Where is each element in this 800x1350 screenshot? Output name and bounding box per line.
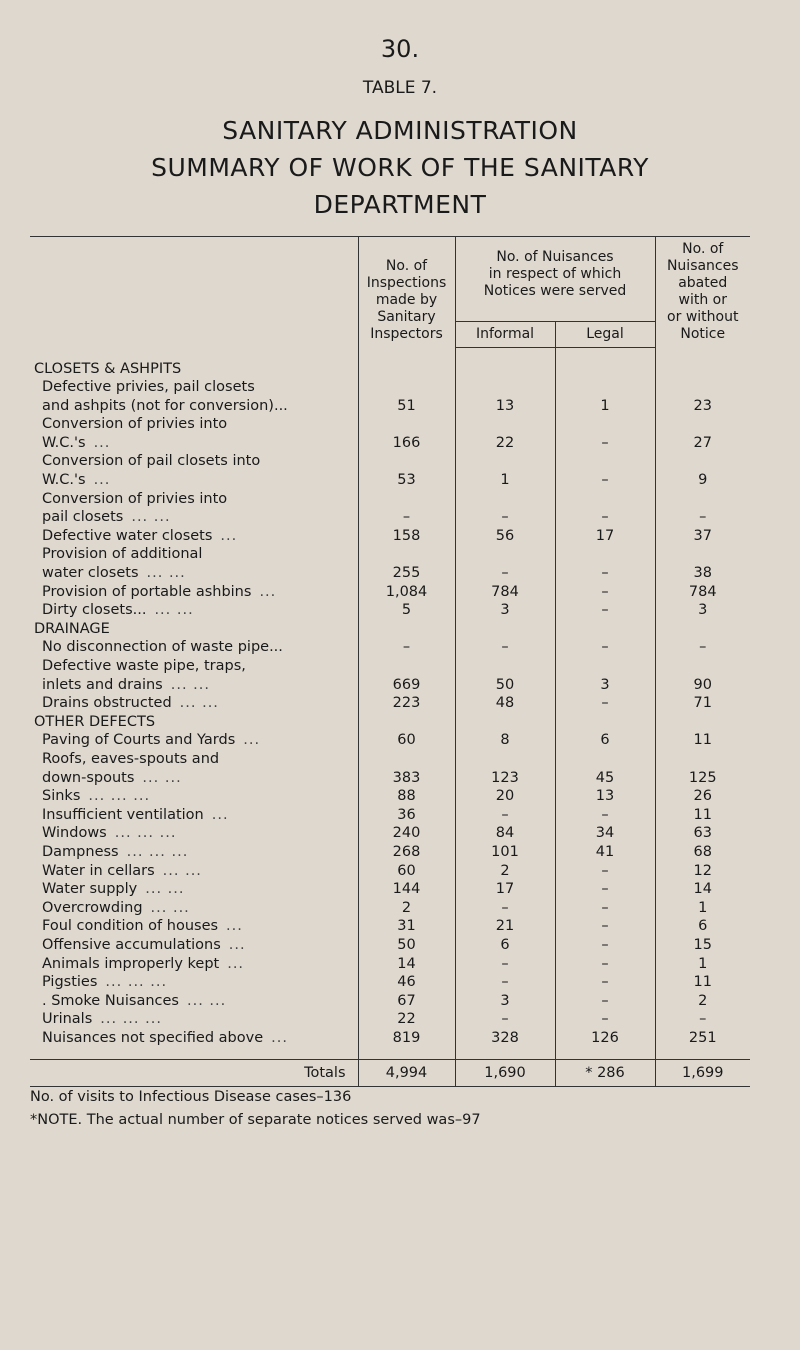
table-row <box>30 973 750 992</box>
cell-abated <box>655 415 750 434</box>
cell-informal: – <box>455 638 555 657</box>
table-row <box>30 638 750 657</box>
cell-legal: – <box>555 471 655 490</box>
table-row <box>30 899 750 918</box>
table-row <box>30 992 750 1011</box>
table-row <box>30 917 750 936</box>
footer-note: *NOTE. The actual number of separate notices served was–97 <box>30 1112 481 1128</box>
cell-abated <box>655 713 750 732</box>
cell-abated <box>655 750 750 769</box>
cell-inspections: 166 <box>358 434 455 453</box>
table-row <box>30 527 750 546</box>
header-row <box>30 237 750 322</box>
cell-inspections <box>358 452 455 471</box>
row-label: Provision of additional <box>42 546 203 563</box>
row-label: pail closets ... ... <box>42 509 171 526</box>
cell-legal: 41 <box>555 843 655 862</box>
cell-inspections: 2 <box>358 899 455 918</box>
cell-informal <box>455 657 555 676</box>
cell-inspections: 240 <box>358 824 455 843</box>
table-row <box>30 676 750 695</box>
cell-abated <box>655 360 750 379</box>
cell-abated: 38 <box>655 564 750 583</box>
cell-informal: 22 <box>455 434 555 453</box>
cell-legal: – <box>555 806 655 825</box>
cell-inspections: 669 <box>358 676 455 695</box>
cell-abated: 27 <box>655 434 750 453</box>
section-heading: OTHER DEFECTS <box>34 713 156 730</box>
cell-informal <box>455 750 555 769</box>
cell-abated: 15 <box>655 936 750 955</box>
section-heading: CLOSETS & ASHPITS <box>34 360 182 377</box>
header-inspections: No. of Inspections made by Sanitary Inspectors <box>358 237 455 347</box>
row-label: Conversion of privies into <box>42 490 228 507</box>
cell-informal: 48 <box>455 694 555 713</box>
cell-informal: 13 <box>455 397 555 416</box>
row-label: Overcrowding ... ... <box>42 899 190 916</box>
cell-legal: – <box>555 955 655 974</box>
cell-informal: – <box>455 973 555 992</box>
table-label: TABLE 7. <box>362 78 438 98</box>
totals-row <box>30 1060 750 1087</box>
table-row <box>30 843 750 862</box>
table-row <box>30 694 750 713</box>
cell-informal: – <box>455 899 555 918</box>
row-label: down-spouts ... ... <box>42 769 182 786</box>
totals-label: Totals <box>30 1060 358 1087</box>
cell-legal: – <box>555 601 655 620</box>
cell-inspections: 36 <box>358 806 455 825</box>
cell-abated: – <box>655 1010 750 1029</box>
cell-informal: 2 <box>455 862 555 881</box>
row-label: Sinks ... ... ... <box>42 788 151 805</box>
row-label: Provision of portable ashbins ... <box>42 583 277 600</box>
cell-inspections: 223 <box>358 694 455 713</box>
cell-informal: 20 <box>455 787 555 806</box>
cell-informal: – <box>455 806 555 825</box>
cell-legal <box>555 713 655 732</box>
cell-legal: – <box>555 694 655 713</box>
cell-inspections <box>358 545 455 564</box>
cell-inspections: 51 <box>358 397 455 416</box>
table-row <box>30 806 750 825</box>
cell-inspections: 255 <box>358 564 455 583</box>
label-row <box>30 415 750 434</box>
row-label: Paving of Courts and Yards ... <box>42 732 261 749</box>
cell-informal: 8 <box>455 731 555 750</box>
cell-legal <box>555 657 655 676</box>
row-label: and ashpits (not for conversion)... <box>42 397 288 414</box>
row-label: Water in cellars ... ... <box>42 862 202 879</box>
cell-inspections: 268 <box>358 843 455 862</box>
cell-inspections: – <box>358 508 455 527</box>
row-label: Dampness ... ... ... <box>42 843 189 860</box>
cell-abated: 71 <box>655 694 750 713</box>
cell-informal: 6 <box>455 936 555 955</box>
cell-abated <box>655 545 750 564</box>
table-body <box>30 347 750 1060</box>
cell-abated: 63 <box>655 824 750 843</box>
cell-abated: 11 <box>655 806 750 825</box>
cell-abated <box>655 378 750 397</box>
label-row <box>30 545 750 564</box>
cell-informal: 328 <box>455 1029 555 1048</box>
label-row <box>30 452 750 471</box>
header-abated: No. of Nuisances abated with or or without Notice <box>655 237 750 347</box>
row-label: inlets and drains ... ... <box>42 676 210 693</box>
header-blank <box>30 237 358 347</box>
table-row <box>30 880 750 899</box>
cell-inspections: 383 <box>358 769 455 788</box>
cell-inspections <box>358 620 455 639</box>
cell-inspections: 50 <box>358 936 455 955</box>
row-label: Conversion of privies into <box>42 416 228 433</box>
title-line-1: SANITARY ADMINISTRATION <box>222 116 578 145</box>
totals-informal: 1,690 <box>455 1060 555 1087</box>
row-label: Water supply ... ... <box>42 881 185 898</box>
cell-abated: 14 <box>655 880 750 899</box>
cell-informal <box>455 360 555 379</box>
cell-inspections: 819 <box>358 1029 455 1048</box>
cell-inspections <box>358 378 455 397</box>
row-label: W.C.'s ... <box>42 434 111 451</box>
cell-legal <box>555 452 655 471</box>
cell-legal <box>555 360 655 379</box>
cell-inspections <box>358 490 455 509</box>
table-row <box>30 471 750 490</box>
row-label: Dirty closets... ... ... <box>42 602 194 619</box>
cell-legal: – <box>555 508 655 527</box>
cell-legal <box>555 620 655 639</box>
label-row <box>30 657 750 676</box>
cell-legal: – <box>555 583 655 602</box>
cell-legal: 34 <box>555 824 655 843</box>
cell-informal: 17 <box>455 880 555 899</box>
cell-inspections: 5 <box>358 601 455 620</box>
cell-abated: 6 <box>655 917 750 936</box>
cell-inspections: – <box>358 638 455 657</box>
row-label: Insufficient ventilation ... <box>42 806 229 823</box>
cell-abated: 68 <box>655 843 750 862</box>
row-label: Defective water closets ... <box>42 527 238 544</box>
row-label: W.C.'s ... <box>42 472 111 489</box>
row-label: Urinals ... ... ... <box>42 1011 162 1028</box>
cell-abated: 37 <box>655 527 750 546</box>
cell-informal: – <box>455 1010 555 1029</box>
label-row <box>30 378 750 397</box>
cell-legal: – <box>555 434 655 453</box>
cell-inspections: 53 <box>358 471 455 490</box>
cell-legal: – <box>555 862 655 881</box>
cell-legal: – <box>555 880 655 899</box>
cell-informal: 56 <box>455 527 555 546</box>
cell-legal: 13 <box>555 787 655 806</box>
header-informal: Informal <box>455 322 555 347</box>
cell-informal: 1 <box>455 471 555 490</box>
table-row <box>30 508 750 527</box>
cell-legal: – <box>555 973 655 992</box>
label-row <box>30 490 750 509</box>
table-row <box>30 769 750 788</box>
cell-abated <box>655 452 750 471</box>
cell-legal: – <box>555 917 655 936</box>
cell-legal <box>555 750 655 769</box>
title-line-2: SUMMARY OF WORK OF THE SANITARY <box>151 153 649 182</box>
row-label: water closets ... ... <box>42 565 186 582</box>
row-label: Conversion of pail closets into <box>42 453 261 470</box>
cell-legal <box>555 415 655 434</box>
table-row <box>30 601 750 620</box>
cell-abated: 3 <box>655 601 750 620</box>
cell-informal <box>455 545 555 564</box>
cell-abated: 1 <box>655 899 750 918</box>
row-label: Offensive accumulations ... <box>42 936 246 953</box>
cell-abated <box>655 490 750 509</box>
row-label: No disconnection of waste pipe... <box>42 639 283 656</box>
cell-abated: 9 <box>655 471 750 490</box>
row-label: Drains obstructed ... ... <box>42 695 219 712</box>
cell-informal: – <box>455 955 555 974</box>
section-heading-row <box>30 620 750 639</box>
table-row <box>30 397 750 416</box>
cell-informal: 784 <box>455 583 555 602</box>
cell-legal: 45 <box>555 769 655 788</box>
row-label: Foul condition of houses ... <box>42 918 243 935</box>
row-label: Nuisances not specified above ... <box>42 1029 288 1046</box>
table-row <box>30 862 750 881</box>
cell-inspections: 158 <box>358 527 455 546</box>
cell-legal: 17 <box>555 527 655 546</box>
footer-visits: No. of visits to Infectious Disease cases–136 <box>30 1089 352 1105</box>
cell-inspections: 60 <box>358 862 455 881</box>
row-label: Animals improperly kept ... <box>42 955 245 972</box>
cell-inspections: 60 <box>358 731 455 750</box>
section-heading: DRAINAGE <box>34 620 110 637</box>
cell-abated: 11 <box>655 731 750 750</box>
cell-informal: – <box>455 564 555 583</box>
cell-legal: – <box>555 936 655 955</box>
row-label: Defective waste pipe, traps, <box>42 658 246 674</box>
cell-inspections: 14 <box>358 955 455 974</box>
cell-inspections: 1,084 <box>358 583 455 602</box>
cell-informal: 84 <box>455 824 555 843</box>
section-heading-row <box>30 360 750 379</box>
cell-informal: 3 <box>455 601 555 620</box>
table-row <box>30 731 750 750</box>
cell-informal <box>455 620 555 639</box>
cell-abated: 12 <box>655 862 750 881</box>
header-nuisances-notices: No. of Nuisances in respect of which Notices were served <box>455 237 655 322</box>
cell-inspections: 144 <box>358 880 455 899</box>
table-row <box>30 583 750 602</box>
cell-abated: 125 <box>655 769 750 788</box>
cell-abated: 11 <box>655 973 750 992</box>
cell-inspections <box>358 360 455 379</box>
cell-abated: 251 <box>655 1029 750 1048</box>
totals-inspections: 4,994 <box>358 1060 455 1087</box>
title-line-3: DEPARTMENT <box>313 190 487 219</box>
cell-informal: 3 <box>455 992 555 1011</box>
cell-abated: – <box>655 638 750 657</box>
table-row <box>30 1010 750 1029</box>
cell-inspections <box>358 750 455 769</box>
cell-abated: 26 <box>655 787 750 806</box>
cell-inspections: 88 <box>358 787 455 806</box>
row-label: Roofs, eaves-spouts and <box>42 750 220 767</box>
cell-abated <box>655 620 750 639</box>
label-row <box>30 750 750 769</box>
cell-legal <box>555 490 655 509</box>
cell-inspections <box>358 415 455 434</box>
cell-informal <box>455 378 555 397</box>
cell-inspections <box>358 657 455 676</box>
cell-abated: 2 <box>655 992 750 1011</box>
cell-abated: 1 <box>655 955 750 974</box>
cell-legal: 6 <box>555 731 655 750</box>
table-row <box>30 1029 750 1048</box>
cell-informal: 50 <box>455 676 555 695</box>
cell-legal: 3 <box>555 676 655 695</box>
cell-abated: 23 <box>655 397 750 416</box>
cell-legal: – <box>555 992 655 1011</box>
section-heading-row <box>30 713 750 732</box>
cell-informal <box>455 415 555 434</box>
cell-inspections: 67 <box>358 992 455 1011</box>
row-label: Pigsties ... ... ... <box>42 974 168 991</box>
page-number: 30. <box>380 35 420 63</box>
table-row <box>30 824 750 843</box>
totals-legal: * 286 <box>555 1060 655 1087</box>
table-row <box>30 787 750 806</box>
row-label: . Smoke Nuisances ... ... <box>42 992 227 1009</box>
cell-legal: – <box>555 564 655 583</box>
cell-informal <box>455 490 555 509</box>
cell-legal: – <box>555 899 655 918</box>
cell-informal: 21 <box>455 917 555 936</box>
header-legal: Legal <box>555 322 655 347</box>
cell-legal: – <box>555 1010 655 1029</box>
cell-abated: 90 <box>655 676 750 695</box>
row-label: Windows ... ... ... <box>42 825 177 842</box>
totals-abated: 1,699 <box>655 1060 750 1087</box>
cell-abated: – <box>655 508 750 527</box>
cell-informal: 123 <box>455 769 555 788</box>
sanitary-work-table <box>30 236 750 1087</box>
cell-informal <box>455 452 555 471</box>
cell-legal: – <box>555 638 655 657</box>
cell-abated: 784 <box>655 583 750 602</box>
table-row <box>30 564 750 583</box>
row-label: Defective privies, pail closets <box>42 379 255 396</box>
table-row <box>30 434 750 453</box>
cell-abated <box>655 657 750 676</box>
cell-informal <box>455 713 555 732</box>
cell-legal <box>555 378 655 397</box>
cell-inspections: 22 <box>358 1010 455 1029</box>
cell-informal: 101 <box>455 843 555 862</box>
table-row <box>30 936 750 955</box>
cell-legal: 1 <box>555 397 655 416</box>
cell-inspections <box>358 713 455 732</box>
cell-legal: 126 <box>555 1029 655 1048</box>
cell-inspections: 46 <box>358 973 455 992</box>
cell-legal <box>555 545 655 564</box>
table-row <box>30 955 750 974</box>
cell-inspections: 31 <box>358 917 455 936</box>
cell-informal: – <box>455 508 555 527</box>
